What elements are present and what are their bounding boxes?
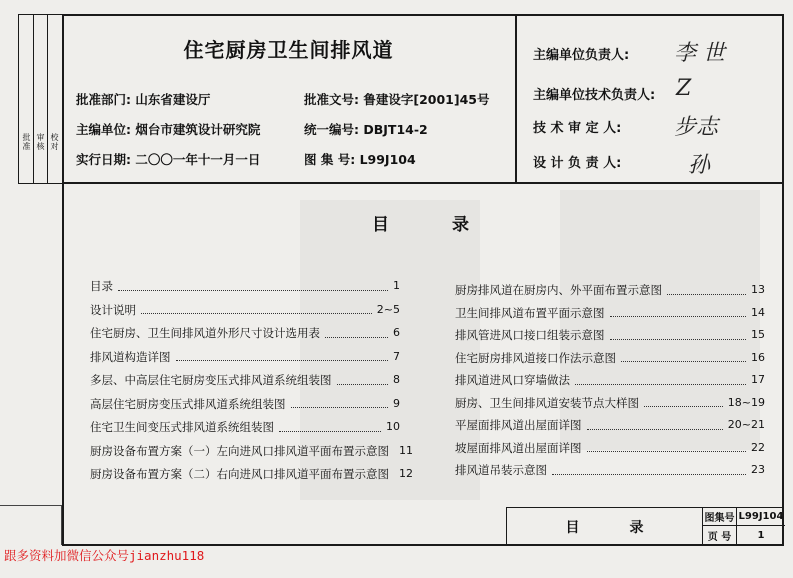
toc-entry-title: 多层、中高层住宅厨房变压式排风道系统组装图 [90,373,332,387]
toc-leader-dots [621,353,746,362]
effective-date: 实行日期: 二〇〇一年十一月一日 [76,152,261,167]
toc-entry-title: 排风道进风口穿墙做法 [455,373,570,387]
toc-entry-title: 平屋面排风道出屋面详图 [455,418,582,432]
toc-entry-page: 11 [399,443,413,457]
page-no-label: 页 号 [703,526,737,545]
toc-entry [90,325,400,341]
toc-entry [90,443,413,459]
toc-leader-dots [337,376,389,385]
editor-unit: 主编单位: 烟台市建筑设计研究院 [76,122,261,137]
toc-entry-title: 坡屋面排风道出屋面详图 [455,440,582,455]
approval-doc-number: 批准文号: 鲁建设字[2001]45号 [304,92,490,107]
toc-leader-dots [575,376,746,385]
toc-entry [455,305,765,321]
toc-entry-page: 15 [751,328,765,341]
toc-leader-dots [610,308,747,317]
toc-entry-title: 排风道吊装示意图 [455,463,547,477]
toc-entry-page: 20~21 [727,418,765,431]
toc-entry-page: 17 [751,373,765,386]
toc-entry-page: 9 [393,396,400,410]
chief-technical-head: 主编单位技术负责人: [533,88,656,103]
toc-entry [90,278,400,294]
design-leader: 设 计 负 责 人: [533,156,622,171]
left-corner-box [0,505,62,545]
toc-leader-dots [644,398,723,407]
toc-leader-dots [118,282,388,291]
toc-heading-right: 录 [452,215,469,235]
signature-design-leader: 孙 [688,153,711,178]
toc-entry [455,395,765,411]
toc-entry-title: 住宅卫生间变压式排风道系统组装图 [90,420,274,434]
title-header [62,14,784,184]
chief-unit-head: 主编单位负责人: [533,48,630,63]
toc-entry-page: 12 [399,467,413,480]
toc-entry [90,396,400,412]
toc-entry [90,349,400,365]
binding-strip [18,14,62,184]
toc-heading-left: 目 [372,215,389,235]
toc-entry-page: 23 [751,463,765,476]
toc-entry [90,372,400,388]
atlas-no-value: L99J104 [737,508,785,526]
approval-dept: 批准部门: 山东省建设厅 [76,92,211,107]
binding-label-approve: 批准 [22,133,31,151]
toc-entry-title: 高层住宅厨房变压式排风道系统组装图 [90,396,286,411]
toc-entry-page: 22 [751,440,765,454]
toc-entry [90,419,400,435]
toc-entry [90,302,400,318]
signature-technical-reviewer: 步志 [674,115,719,140]
toc-entry-page: 8 [393,373,400,386]
toc-entry-title: 设计说明 [90,302,136,317]
toc-entry-title: 住宅厨房、卫生间排风道外形尺寸设计选用表 [90,326,320,340]
title-block-sheet-name: 目 录 [507,508,703,545]
toc-entry [455,327,765,343]
toc-entry-page: 16 [751,350,765,364]
signature-technical-head: Z [676,76,692,101]
binding-label-review: 审核 [36,133,45,151]
toc-entry [455,417,765,433]
toc-leader-dots [291,399,389,408]
toc-entry-title: 厨房设备布置方案（一）左向进风口排风道平面布置示意图 [90,443,389,458]
toc-leader-dots [176,352,389,361]
toc-entry-title: 厨房、卫生间排风道安装节点大样图 [455,395,639,410]
toc-entry [455,282,765,298]
toc-entry-page: 1 [393,279,400,292]
toc-entry-title: 排风道构造详图 [90,349,171,364]
toc-entry-title: 厨房设备布置方案（二）右向进风口排风道平面布置示意图 [90,467,389,481]
toc-entry-page: 2~5 [376,302,400,316]
toc-entry [90,466,413,482]
toc-entry-page: 18~19 [727,395,765,409]
toc-leader-dots [610,331,747,340]
toc-leader-dots [552,466,746,475]
atlas-no-label: 图集号 [703,508,737,526]
toc-leader-dots [587,443,747,452]
toc-leader-dots [325,329,388,338]
toc-leader-dots [279,423,381,432]
toc-leader-dots [667,286,746,295]
toc-leader-dots [141,305,372,314]
watermark-text: 跟多资料加微信公众号jianzhu118 [4,548,205,563]
title-block [506,507,784,546]
atlas-number: 图 集 号: L99J104 [304,152,416,167]
toc-entry [455,372,765,388]
atlas-title: 住宅厨房卫生间排风道 [183,38,394,62]
page-no-value: 1 [757,530,765,541]
toc-entry-page: 10 [386,420,400,433]
toc-entry [455,350,765,366]
toc-entry-title: 卫生间排风道布置平面示意图 [455,305,605,320]
toc-entry-title: 厨房排风道在厨房内、外平面布置示意图 [455,283,662,297]
toc-leader-dots [587,421,723,430]
toc-entry-page: 7 [393,349,400,363]
toc-entry-page: 13 [751,283,765,296]
binding-label-check: 校对 [50,133,59,151]
toc-entry-title: 排风管进风口接口组装示意图 [455,328,605,342]
toc-entry-page: 14 [751,305,765,319]
technical-reviewer: 技 术 审 定 人: [533,121,622,136]
toc-entry [455,462,765,478]
signature-chief-unit-head: 李 世 [674,41,725,66]
toc-entry-title: 目录 [90,279,113,293]
unified-number: 统一编号: DBJT14-2 [304,122,428,137]
toc-entry-page: 6 [393,326,400,339]
toc-entry [455,440,765,456]
toc-entry-title: 住宅厨房排风道接口作法示意图 [455,350,616,365]
